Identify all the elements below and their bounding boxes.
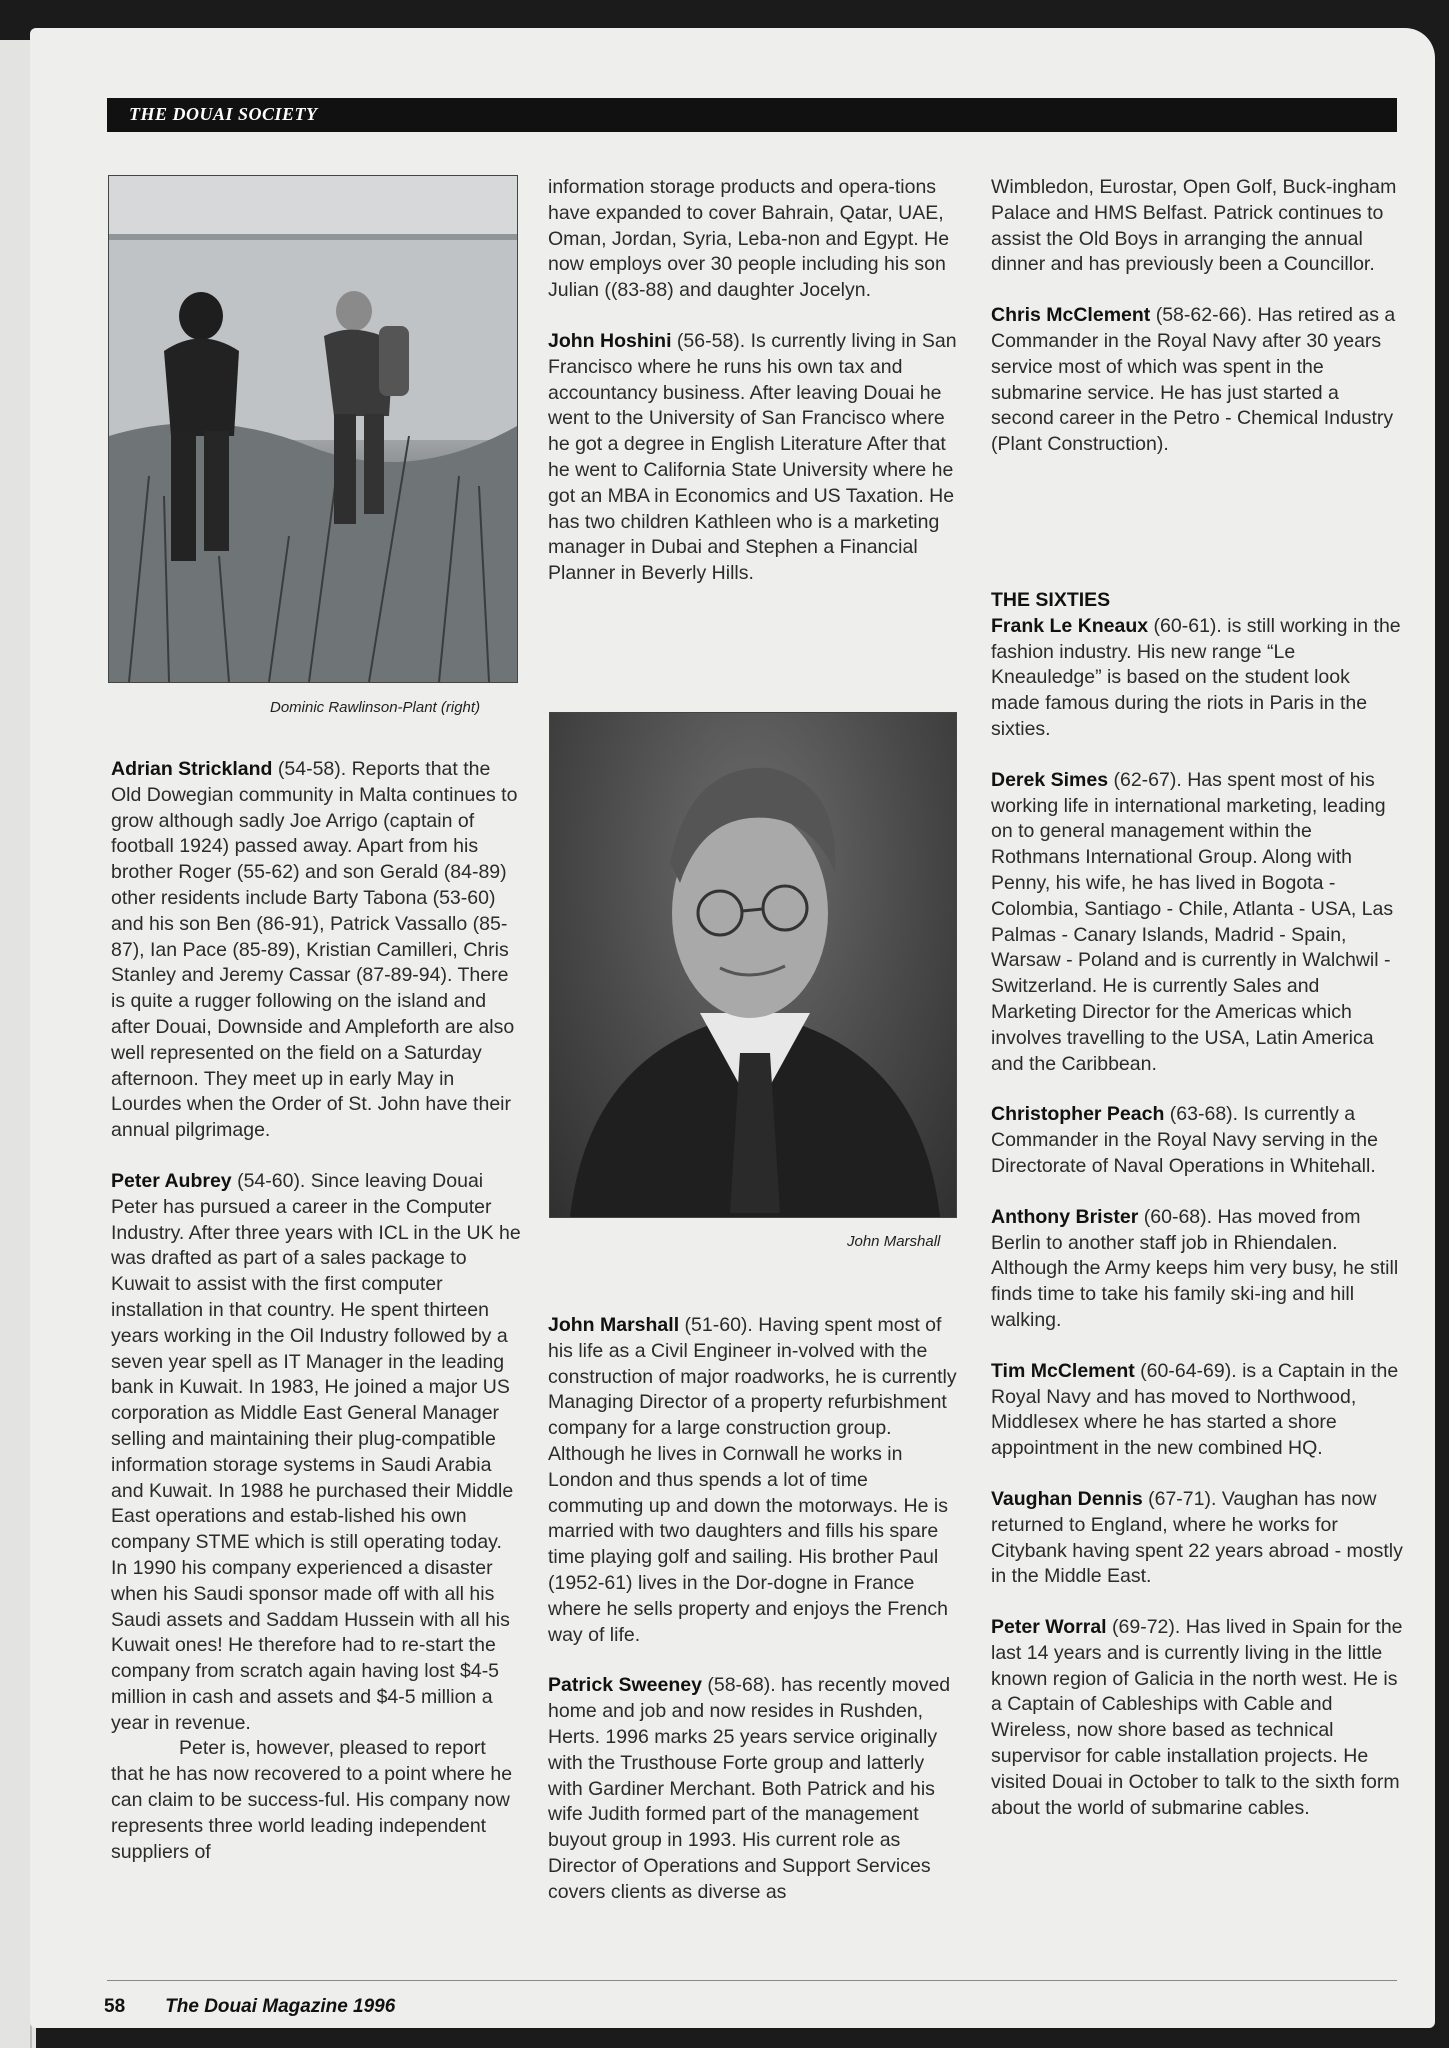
entry-vaughan-dennis (991, 1487, 1403, 1590)
entry-text: (60-61). is still working in the fashion industry. His new range “Le Kneauledge” is based on the student look made famous during the riots in Paris in the sixties. (991, 614, 1401, 740)
entry-adrian-strickland (111, 757, 521, 1144)
footer-rule (107, 1980, 1397, 1981)
column-1 (111, 757, 521, 1865)
entry-derek-simes (991, 768, 1403, 1078)
entry-patrick-sweeney (548, 1673, 958, 1905)
entry-name: Anthony Brister (991, 1205, 1139, 1228)
entry-text: (67-71). Vaughan has now returned to England, where he works for Citybank having spent 22 years abroad - mostly in the Middle East. (991, 1487, 1403, 1588)
entry-continued-text: information storage products and opera-tions have expanded to cover Bahrain, Qatar, UAE, Oman, Jordan, Syria, Leba-non and Egypt. He now employs over 30 people including his son Julian ((83-88) and daughter Jocelyn. (548, 176, 950, 302)
entry-name: Christopher Peach (991, 1103, 1165, 1126)
entry-name: Frank Le Kneaux (991, 614, 1149, 637)
entry-text: (54-60). Since leaving Douai Peter has pursued a career in the Computer Industry. After three years with ICL in the UK he was drafted as part of a sales package to Kuwait to assist with the first computer installation in that country. He spent thirteen years working in the Oil Industry followed by a seven year spell as IT Manager in the leading bank in Kuwait. In 1983, He joined a major US corporation as Middle East General Manager selling and maintaining their plug-compatible information storage systems in Saudi Arabia and Kuwait. In 1988 he purchased their Middle East operations and estab-lished his own company STME which is still operating today. In 1990 his company experienced a disaster when his Saudi sponsor made off with all his Saudi assets and Saddam Hussein with all his Kuwait ones! He therefore had to re-start the company from scratch again having lost $4-5 million in cash and assets and $4-5 million a year in revenue. (111, 1169, 521, 1734)
entry-text: (58-68). has recently moved home and job and now resides in Rushden, Herts. 1996 marks 25 years service originally with the Trusthouse Forte group and latterly with Gardiner Merchant. Both Patrick and his wife Judith formed part of the management buyout group in 1993. His current role as Director of Operations and Support Services covers clients as diverse as (548, 1674, 951, 1903)
entry-text: Peter is, however, pleased to report that he has now recovered to a point where he can claim to be success-ful. His company now represents three world leading independent suppliers of (111, 1737, 513, 1863)
entry-name: Adrian Strickland (111, 758, 273, 780)
entry-tim-mcclement (991, 1359, 1403, 1462)
entry-text: (63-68). Is currently a Commander in the Royal Navy serving in the Directorate of Naval Operations in Whitehall. (991, 1103, 1378, 1177)
entry-text: (58-62-66). Has retired as a Commander in the Royal Navy after 30 years service most of which was spent in the submarine service. He has just started a second career in the Petro - Chemical Industry (Plant Construction). (991, 304, 1396, 456)
column-2-bottom (548, 1313, 958, 1931)
entry-peter-aubrey-continued (111, 1736, 521, 1865)
portrait-illustration (550, 713, 956, 1217)
entry-frank-le-kneaux (991, 614, 1403, 743)
entry-peter-worral (991, 1615, 1403, 1821)
entry-anthony-brister (991, 1205, 1403, 1334)
entry-text: (62-67). Has spent most of his working life in international marketing, leading on to general management within the Rothmans International Group. Along with Penny, his wife, he has lived in Bogota - Colombia, Santiago - Chile, Atlanta - USA, Las Palmas - Canary Islands, Madrid - Spain, Warsaw - Poland and is currently in Walchwil - Switzerland. He is currently Sales and Marketing Director for the Americas which involves travelling to the USA, Latin America and the Caribbean. (991, 768, 1394, 1075)
magazine-title: The Douai Magazine 1996 (165, 1996, 396, 2017)
entry-name: Vaughan Dennis (991, 1487, 1143, 1510)
column-2-top (548, 175, 958, 612)
entry-name: John Marshall (548, 1314, 680, 1336)
section-header-bar (107, 98, 1397, 132)
entry-name: Peter Worral (991, 1616, 1107, 1639)
column-3-bottom (991, 588, 1403, 1846)
divers-photo (108, 175, 518, 683)
column-3-top (991, 175, 1403, 483)
divers-illustration (109, 176, 517, 682)
entry-john-marshall (548, 1313, 958, 1648)
portrait-photo (549, 712, 957, 1218)
entry-john-hoshini (548, 329, 958, 587)
entry-text: (54-58). Reports that the Old Dowegian community in Malta continues to grow although sadly Joe Arrigo (captain of football 1924) passed away. Apart from his brother Roger (55-62) and son Gerald (84-89) other residents include Barty Tabona (53-60) and his son Ben (86-91), Patrick Vassallo (85-87), Ian Pace (85-89), Kristian Camilleri, Chris Stanley and Jeremy Cassar (87-89-94). There is quite a rugger following on the island and after Douai, Downside and Ampleforth are also well represented on the field on a Saturday afternoon. They meet up in early May in Lourdes when the Order of St. John have their annual pilgrimage. (111, 758, 518, 1142)
entry-text: (60-64-69). is a Captain in the Royal Navy and has moved to Northwood, Middlesex where he has started a shore appointment in the new combined HQ. (991, 1359, 1399, 1460)
entry-name: Tim McClement (991, 1359, 1135, 1382)
entry-name: Peter Aubrey (111, 1169, 232, 1192)
entry-peter-aubrey (111, 1169, 521, 1737)
entry-name: Derek Simes (991, 768, 1109, 791)
entry-continued-text: Wimbledon, Eurostar, Open Golf, Buck-ingham Palace and HMS Belfast. Patrick continues to assist the Old Boys in arranging the annual dinner and has previously been a Councillor. (991, 176, 1397, 276)
section-header-title: THE DOUAI SOCIETY (129, 104, 318, 124)
entry-text: (60-68). Has moved from Berlin to another staff job in Rhiendalen. Although the Army keeps him very busy, he still finds time to take his family ski-ing and hill walking. (991, 1205, 1399, 1331)
entry-christopher-peach (991, 1102, 1403, 1179)
photo-caption-portrait: John Marshall (847, 1233, 941, 1250)
entry-name: John Hoshini (548, 329, 672, 352)
page-number: 58 (104, 1996, 126, 2017)
entry-text: (69-72). Has lived in Spain for the last 14 years and is currently living in the little known region of Galicia in the north west. He is a Captain of Cableships with Cable and Wireless, now shore based as technical supervisor for cable installation projects. He visited Douai in October to talk to the sixth form about the world of submarine cables. (991, 1616, 1403, 1819)
entry-text: (56-58). Is currently living in San Francisco where he runs his own tax and accountancy business. After leaving Douai he went to the University of San Francisco where he got a degree in English Literature After that he went to California State University where he got an MBA in Economics and US Taxation. He has two children Kathleen who is a marketing manager in Dubai and Stephen a Financial Planner in Beverly Hills. (548, 329, 957, 585)
entry-chris-mcclement (991, 303, 1403, 458)
photo-caption-divers: Dominic Rawlinson-Plant (right) (270, 699, 481, 716)
entry-name: Chris McClement (991, 304, 1151, 327)
section-title-sixties: THE SIXTIES (991, 589, 1111, 611)
entry-name: Patrick Sweeney (548, 1674, 702, 1697)
entry-text: (51-60). Having spent most of his life as a Civil Engineer in-volved with the construction of major roadworks, he is currently Managing Director of a property refurbishment company for a large construction group. Although he lives in Cornwall he works in London and thus spends a lot of time commuting up and down the motorways. He is married with two daughters and fills his spare time playing golf and sailing. His brother Paul (1952-61) lives in the Dor-dogne in France where he sells property and enjoys the French way of life. (548, 1314, 957, 1646)
page-footer (104, 1996, 395, 2018)
